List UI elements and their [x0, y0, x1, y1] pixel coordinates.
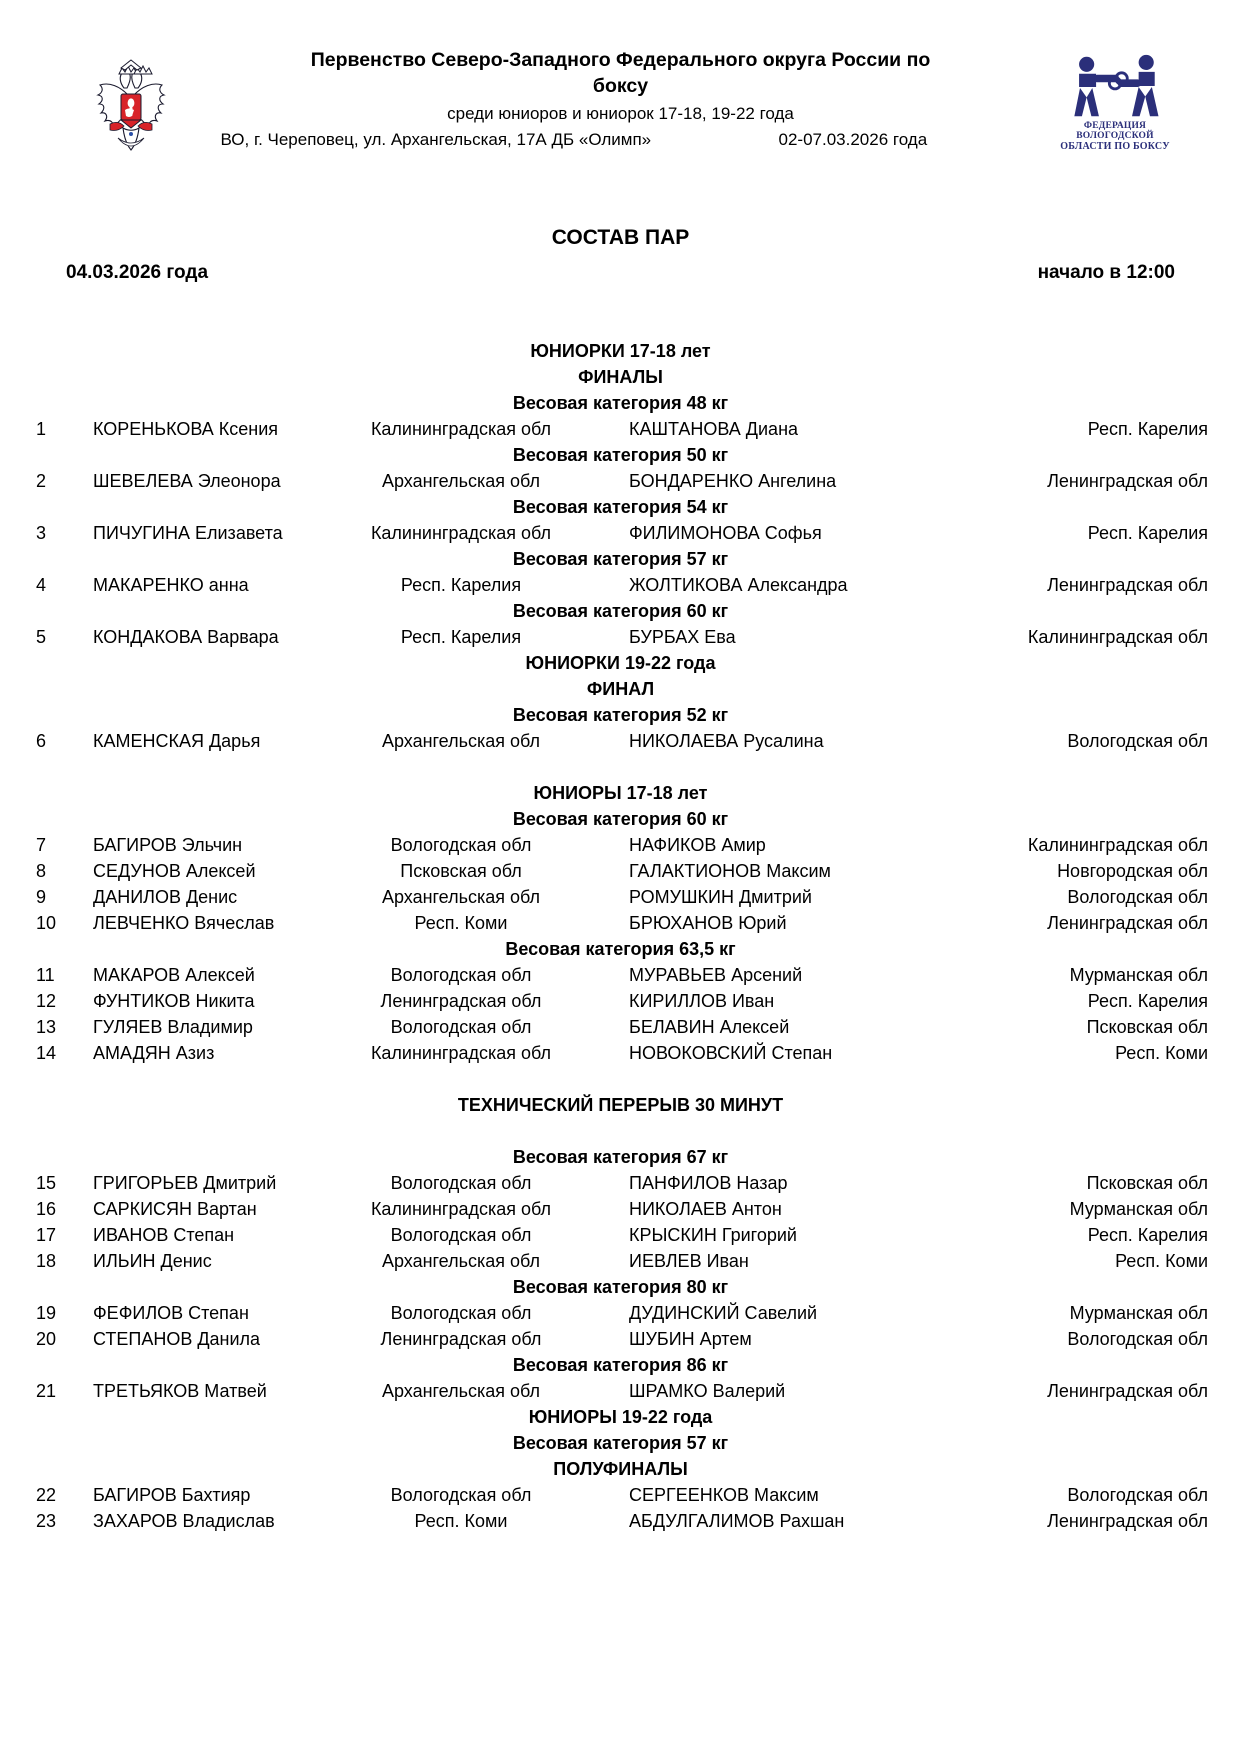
blue-corner-region: Респ. Коми: [1115, 1043, 1208, 1063]
blue-corner-region: Мурманская обл: [1069, 965, 1208, 985]
bout-number: 19: [36, 1303, 57, 1323]
red-corner-name: ФУНТИКОВ Никита: [93, 991, 255, 1011]
section-heading-label: ПОЛУФИНАЛЫ: [553, 1459, 688, 1479]
blue-corner-name: ЖОЛТИКОВА Александра: [629, 575, 848, 595]
red-corner-name: ИВАНОВ Степан: [93, 1225, 235, 1245]
section-heading-label: Весовая категория 57 кг: [512, 1433, 729, 1453]
red-corner-region: Ленинградская обл: [380, 1329, 542, 1349]
blue-corner-region: Вологодская обл: [1067, 1485, 1208, 1505]
red-corner-region: Архангельская обл: [381, 471, 541, 491]
red-corner-region: Респ. Коми: [414, 913, 508, 933]
red-corner-name: МАКАРЕНКО анна: [93, 575, 249, 595]
blue-corner-name: ШРАМКО Валерий: [629, 1381, 786, 1401]
section-heading-label: Весовая категория 57 кг: [512, 549, 729, 569]
table-row: [33, 1170, 1208, 1196]
section-heading: [33, 1404, 1208, 1430]
red-corner-region: Калининградская обл: [370, 1199, 552, 1219]
section-heading: [33, 702, 1208, 728]
red-corner-name: БАГИРОВ Бахтияр: [93, 1485, 251, 1505]
event-title-line-1: Первенство Северо-Западного Федерального округа России по: [310, 49, 931, 71]
blue-corner-name: МУРАВЬЕВ Арсений: [629, 965, 803, 985]
blue-corner-name: РОМУШКИН Дмитрий: [629, 887, 812, 907]
section-heading-label: ЮНИОРЫ 19-22 года: [528, 1407, 713, 1427]
blue-corner-name: КАШТАНОВА Диана: [629, 419, 799, 439]
table-row: [33, 1326, 1208, 1352]
section-heading: [33, 1274, 1208, 1300]
red-corner-region: Ленинградская обл: [380, 991, 542, 1011]
red-corner-region: Респ. Карелия: [400, 575, 522, 595]
bout-number: 5: [36, 627, 47, 647]
bout-number: 8: [36, 861, 47, 881]
red-corner-name: СЕДУНОВ Алексей: [93, 861, 256, 881]
bout-number: 13: [36, 1017, 57, 1037]
bout-number: 4: [36, 575, 47, 595]
section-heading-label: ТЕХНИЧЕСКИЙ ПЕРЕРЫВ 30 МИНУТ: [457, 1095, 784, 1115]
section-heading: [33, 1430, 1208, 1456]
blue-corner-region: Калининградская обл: [1027, 627, 1208, 647]
blue-corner-name: ШУБИН Артем: [629, 1329, 752, 1349]
event-subtitle: среди юниоров и юниорок 17-18, 19-22 года: [447, 104, 794, 124]
section-heading: [33, 494, 1208, 520]
blue-corner-name: НИКОЛАЕВА Русалина: [629, 731, 824, 751]
section-heading: [33, 780, 1208, 806]
federation-line-3: ОБЛАСТИ ПО БОКСУ: [1060, 140, 1170, 152]
section-heading: [33, 936, 1208, 962]
red-corner-name: КОНДАКОВА Варвара: [93, 627, 279, 647]
table-row: [33, 520, 1208, 546]
section-heading: [33, 442, 1208, 468]
blue-corner-name: КИРИЛЛОВ Иван: [629, 991, 775, 1011]
blue-corner-region: Калининградская обл: [1027, 835, 1208, 855]
bout-number: 14: [36, 1043, 57, 1063]
red-corner-name: ГРИГОРЬЕВ Дмитрий: [93, 1173, 277, 1193]
bout-number: 20: [36, 1329, 57, 1349]
section-heading-label: ЮНИОРЫ 17-18 лет: [533, 783, 708, 803]
session-info-row: [0, 262, 1241, 288]
red-corner-name: КАМЕНСКАЯ Дарья: [93, 731, 261, 751]
red-corner-name: ЛЕВЧЕНКО Вячеслав: [93, 913, 275, 933]
section-heading-label: ФИНАЛ: [586, 679, 655, 699]
blue-corner-name: СЕРГЕЕНКОВ Максим: [629, 1485, 819, 1505]
red-corner-name: БАГИРОВ Эльчин: [93, 835, 243, 855]
event-dates: 02-07.03.2026 года: [778, 130, 928, 150]
bout-number: 11: [36, 965, 55, 985]
blue-corner-name: АБДУЛГАЛИМОВ Рахшан: [629, 1511, 845, 1531]
blue-corner-region: Новгородская обл: [1057, 861, 1208, 881]
blue-corner-region: Псковская обл: [1086, 1173, 1208, 1193]
red-corner-name: СТЕПАНОВ Данила: [93, 1329, 261, 1349]
red-corner-name: ЗАХАРОВ Владислав: [93, 1511, 275, 1531]
section-heading: [33, 806, 1208, 832]
bout-number: 22: [36, 1485, 57, 1505]
bout-number: 6: [36, 731, 47, 751]
section-heading: [33, 546, 1208, 572]
spacer-row: [33, 754, 1208, 780]
red-corner-region: Вологодская обл: [390, 1303, 532, 1323]
red-corner-region: Вологодская обл: [390, 835, 532, 855]
bout-number: 16: [36, 1199, 57, 1219]
event-title-line-2: боксу: [592, 74, 649, 97]
red-corner-region: Респ. Коми: [414, 1511, 508, 1531]
blue-corner-region: Респ. Карелия: [1087, 419, 1208, 439]
venue-address: ВО, г. Череповец, ул. Архангельская, 17А ДБ «Олимп»: [220, 130, 652, 150]
venue-row: [121, 128, 1121, 152]
document-header: [0, 0, 1241, 150]
blue-corner-name: БОНДАРЕНКО Ангелина: [629, 471, 837, 491]
blue-corner-name: НИКОЛАЕВ Антон: [629, 1199, 782, 1219]
session-start-time: начало в 12:00: [1037, 262, 1175, 283]
bout-number: 17: [36, 1225, 57, 1245]
blue-corner-region: Респ. Карелия: [1087, 523, 1208, 543]
session-date: 04.03.2026 года: [66, 262, 209, 283]
federation-line-2: ВОЛОГОДСКОЙ: [1076, 130, 1154, 141]
section-heading: [33, 598, 1208, 624]
red-corner-region: Вологодская обл: [390, 1225, 532, 1245]
blue-corner-region: Ленинградская обл: [1047, 471, 1208, 491]
table-row: [33, 832, 1208, 858]
section-heading: [33, 1092, 1208, 1118]
red-corner-region: Вологодская обл: [390, 1485, 532, 1505]
table-row: [33, 468, 1208, 494]
section-heading-label: Весовая категория 52 кг: [512, 705, 729, 725]
red-corner-region: Респ. Карелия: [400, 627, 522, 647]
red-corner-region: Калининградская обл: [370, 1043, 552, 1063]
section-heading-label: Весовая категория 80 кг: [512, 1277, 729, 1297]
blue-corner-name: БЕЛАВИН Алексей: [629, 1017, 790, 1037]
bout-number: 7: [36, 835, 47, 855]
blue-corner-name: ГАЛАКТИОНОВ Максим: [629, 861, 831, 881]
red-corner-region: Архангельская обл: [381, 887, 541, 907]
section-heading: [33, 676, 1208, 702]
bout-number: 18: [36, 1251, 57, 1271]
red-corner-region: Вологодская обл: [390, 1017, 532, 1037]
red-corner-region: Архангельская обл: [381, 1381, 541, 1401]
blue-corner-region: Ленинградская обл: [1047, 575, 1208, 595]
page-title: СОСТАВ ПАР: [551, 226, 690, 249]
blue-corner-region: Ленинградская обл: [1047, 1381, 1208, 1401]
red-corner-name: САРКИСЯН Вартан: [93, 1199, 257, 1219]
bout-number: 10: [36, 913, 57, 933]
bout-number: 9: [36, 887, 47, 907]
red-corner-region: Архангельская обл: [381, 1251, 541, 1271]
table-row: [33, 1378, 1208, 1404]
bout-list: [0, 338, 1241, 1534]
section-heading-label: Весовая категория 67 кг: [512, 1147, 729, 1167]
blue-corner-name: ИЕВЛЕВ Иван: [629, 1251, 749, 1271]
table-row: [33, 728, 1208, 754]
red-corner-name: ФЕФИЛОВ Степан: [93, 1303, 249, 1323]
red-corner-name: МАКАРОВ Алексей: [93, 965, 255, 985]
table-row: [33, 1014, 1208, 1040]
table-row: [33, 1222, 1208, 1248]
table-row: [33, 572, 1208, 598]
blue-corner-region: Респ. Коми: [1115, 1251, 1208, 1271]
red-corner-name: ТРЕТЬЯКОВ Матвей: [93, 1381, 267, 1401]
section-heading-label: Весовая категория 86 кг: [512, 1355, 729, 1375]
red-corner-region: Вологодская обл: [390, 1173, 532, 1193]
federation-logo-text: [1057, 122, 1173, 152]
blue-corner-region: Респ. Карелия: [1087, 991, 1208, 1011]
bout-number: 21: [36, 1381, 57, 1401]
section-heading: [33, 1352, 1208, 1378]
vologda-boxing-federation-logo: [1057, 52, 1173, 162]
table-row: [33, 858, 1208, 884]
red-corner-name: ГУЛЯЕВ Владимир: [93, 1017, 253, 1037]
table-row: [33, 910, 1208, 936]
bout-number: 15: [36, 1173, 57, 1193]
blue-corner-region: Псковская обл: [1086, 1017, 1208, 1037]
red-corner-name: ПИЧУГИНА Елизавета: [93, 523, 283, 543]
table-row: [33, 1508, 1208, 1534]
table-row: [33, 962, 1208, 988]
bout-number: 23: [36, 1511, 57, 1531]
red-corner-region: Псковская обл: [400, 861, 522, 881]
bout-number: 1: [36, 419, 47, 439]
red-corner-name: КОРЕНЬКОВА Ксения: [93, 419, 279, 439]
section-heading: [33, 1144, 1208, 1170]
red-corner-name: ШЕВЕЛЕВА Элеонора: [93, 471, 281, 491]
red-corner-region: Вологодская обл: [390, 965, 532, 985]
red-corner-name: ИЛЬИН Денис: [93, 1251, 212, 1271]
blue-corner-name: КРЫСКИН Григорий: [629, 1225, 797, 1245]
section-heading-label: Весовая категория 60 кг: [512, 601, 729, 621]
blue-corner-name: ДУДИНСКИЙ Савелий: [629, 1303, 818, 1323]
table-row: [33, 416, 1208, 442]
blue-corner-region: Вологодская обл: [1067, 887, 1208, 907]
blue-corner-name: БУРБАХ Ева: [629, 627, 736, 647]
section-heading-label: Весовая категория 54 кг: [512, 497, 729, 517]
section-heading: [33, 390, 1208, 416]
table-row: [33, 1040, 1208, 1066]
red-corner-region: Архангельская обл: [381, 731, 541, 751]
blue-corner-region: Мурманская обл: [1069, 1199, 1208, 1219]
section-heading-label: Весовая категория 50 кг: [512, 445, 729, 465]
table-row: [33, 624, 1208, 650]
blue-corner-region: Ленинградская обл: [1047, 1511, 1208, 1531]
table-row: [33, 1248, 1208, 1274]
blue-corner-name: НАФИКОВ Амир: [629, 835, 766, 855]
table-row: [33, 884, 1208, 910]
bout-number: 2: [36, 471, 47, 491]
blue-corner-region: Мурманская обл: [1069, 1303, 1208, 1323]
section-heading-label: Весовая категория 48 кг: [512, 393, 729, 413]
blue-corner-region: Вологодская обл: [1067, 731, 1208, 751]
section-heading-label: ЮНИОРКИ 19-22 года: [525, 653, 716, 673]
header-titles: [226, 48, 1016, 126]
blue-corner-name: ПАНФИЛОВ Назар: [629, 1173, 788, 1193]
federation-line-1: ФЕДЕРАЦИЯ: [1083, 121, 1147, 131]
section-heading: [33, 650, 1208, 676]
table-row: [33, 1196, 1208, 1222]
blue-corner-region: Респ. Карелия: [1087, 1225, 1208, 1245]
red-corner-name: АМАДЯН Азиз: [93, 1043, 215, 1063]
section-heading: [33, 1456, 1208, 1482]
table-row: [33, 988, 1208, 1014]
table-row: [33, 1482, 1208, 1508]
red-corner-region: Калининградская обл: [370, 523, 552, 543]
section-heading-label: Весовая категория 60 кг: [512, 809, 729, 829]
blue-corner-name: ФИЛИМОНОВА Софья: [629, 523, 822, 543]
bout-number: 12: [36, 991, 57, 1011]
red-corner-name: ДАНИЛОВ Денис: [93, 887, 238, 907]
section-heading-label: Весовая категория 63,5 кг: [505, 939, 736, 959]
section-heading-label: ФИНАЛЫ: [578, 367, 663, 387]
blue-corner-region: Вологодская обл: [1067, 1329, 1208, 1349]
spacer-row: [33, 1066, 1208, 1092]
blue-corner-name: НОВОКОВСКИЙ Степан: [629, 1043, 833, 1063]
section-heading: [33, 338, 1208, 364]
blue-corner-region: Ленинградская обл: [1047, 913, 1208, 933]
table-row: [33, 1300, 1208, 1326]
section-heading-label: ЮНИОРКИ 17-18 лет: [530, 341, 711, 361]
bout-number: 3: [36, 523, 47, 543]
spacer-row: [33, 1118, 1208, 1144]
section-heading: [33, 364, 1208, 390]
red-corner-region: Калининградская обл: [370, 419, 552, 439]
blue-corner-name: БРЮХАНОВ Юрий: [629, 913, 787, 933]
